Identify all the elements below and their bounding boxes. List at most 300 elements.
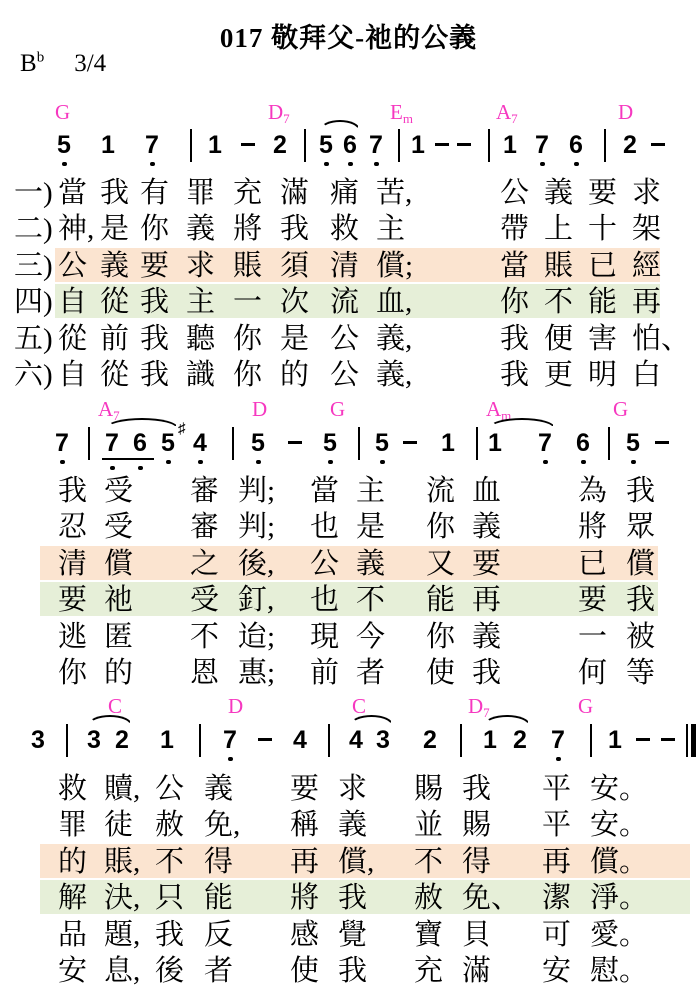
lyric-cell: 慰。 bbox=[590, 955, 649, 987]
note-number: 5 bbox=[57, 131, 71, 159]
lyric-cell: 安 bbox=[58, 955, 88, 987]
lyric-cell: 不 bbox=[190, 621, 220, 653]
lyric-cell: 被 bbox=[626, 621, 656, 653]
lyric-cell: 現 bbox=[310, 621, 340, 653]
lyric-cell: 更 bbox=[544, 359, 574, 391]
verse-number: 六) bbox=[14, 359, 53, 391]
lyric-cell: 血 bbox=[472, 475, 502, 507]
lyric-cell: 流 bbox=[426, 475, 456, 507]
lyric-cell: 求 bbox=[186, 250, 216, 282]
lyric-cell: 你 bbox=[426, 511, 456, 543]
note-number: 5 bbox=[319, 131, 333, 159]
lyric-cell: 義, bbox=[376, 323, 413, 355]
chord-root: D bbox=[228, 694, 244, 718]
chord-label bbox=[613, 398, 628, 420]
lyric-cell: 平 bbox=[542, 809, 572, 841]
chord-label bbox=[268, 100, 290, 126]
note-number: 7 bbox=[55, 429, 69, 457]
lyric-cell: 再 bbox=[472, 584, 502, 616]
note-number: 7 bbox=[369, 131, 383, 159]
lyric-cell: 受 bbox=[190, 584, 220, 616]
lyric-cell: 免、 bbox=[462, 882, 521, 914]
lyric-cell: 我 bbox=[58, 475, 88, 507]
lyric-cell: 次 bbox=[280, 286, 310, 318]
lyric-cell: 有 bbox=[140, 177, 170, 209]
note-number: 1 bbox=[503, 131, 517, 159]
note-number: 1 bbox=[488, 429, 502, 457]
lyric-cell: 審 bbox=[190, 475, 220, 507]
lyric-cell: 你 bbox=[500, 286, 530, 318]
note-token bbox=[81, 725, 107, 755]
lyric-cell: 主 bbox=[186, 286, 216, 318]
lyric-cell: 能 bbox=[204, 882, 234, 914]
lyric-cell: 前 bbox=[100, 323, 130, 355]
lyric-cell: 要 bbox=[578, 584, 608, 616]
note-number: 5 bbox=[161, 429, 175, 457]
lyric-cell: 息, bbox=[104, 955, 141, 987]
note-dash bbox=[661, 738, 675, 741]
lyric-cell: 已 bbox=[588, 250, 618, 282]
lyric-cell: 再 bbox=[290, 846, 320, 878]
lyric-cell: 識 bbox=[186, 359, 216, 391]
lyric-cell: 前 bbox=[310, 657, 340, 689]
note-token bbox=[245, 428, 271, 458]
note-number: 7 bbox=[223, 726, 237, 754]
note-token bbox=[617, 130, 643, 160]
note-token bbox=[178, 420, 213, 458]
lyric-cell: 忍 bbox=[58, 511, 88, 543]
note-token bbox=[154, 725, 180, 755]
lyric-cell: 我 bbox=[140, 286, 170, 318]
lyric-cell: 我 bbox=[500, 323, 530, 355]
lyric-cell: 安 bbox=[542, 955, 572, 987]
chord-root: G bbox=[330, 397, 346, 421]
chord-label bbox=[108, 695, 122, 717]
lyric-cell: 受 bbox=[104, 475, 134, 507]
lyric-cell: 義 bbox=[186, 213, 216, 245]
chord-label bbox=[496, 100, 518, 126]
note-number: 3 bbox=[376, 726, 390, 754]
lyric-cell: 逃 bbox=[58, 621, 88, 653]
note-token bbox=[370, 725, 396, 755]
lyric-cell: 便 bbox=[544, 323, 574, 355]
lyric-cell: 我 bbox=[140, 359, 170, 391]
lyric-cell: 義 bbox=[472, 511, 502, 543]
lyric-cell: 是 bbox=[356, 511, 386, 543]
lyric-cell: 你 bbox=[58, 657, 88, 689]
lyric-cell: 公 bbox=[330, 323, 360, 355]
note-token bbox=[202, 130, 228, 160]
verse-number: 一) bbox=[14, 177, 53, 209]
lyric-cell: 你 bbox=[426, 621, 456, 653]
lyric-cell: 十 bbox=[588, 213, 618, 245]
note-number: 2 bbox=[423, 726, 437, 754]
chord-suffix: 7 bbox=[483, 705, 490, 720]
lyric-cell: 徒 bbox=[104, 809, 134, 841]
chord-root: C bbox=[108, 694, 123, 718]
note-dash bbox=[288, 441, 302, 444]
lyric-cell: 安。 bbox=[590, 773, 649, 805]
note-number: 6 bbox=[133, 429, 147, 457]
note-number: 1 bbox=[441, 429, 455, 457]
lyric-cell: 判; bbox=[238, 511, 276, 543]
slur-arc bbox=[484, 715, 530, 725]
note-dash bbox=[655, 441, 669, 444]
chord-root: G bbox=[613, 397, 629, 421]
note-token bbox=[127, 428, 153, 458]
note-token bbox=[563, 130, 589, 160]
lyric-cell: 聽 bbox=[186, 323, 216, 355]
lyric-cell: 償 bbox=[104, 548, 134, 580]
barline bbox=[88, 427, 90, 460]
lyric-cell: 你 bbox=[233, 359, 263, 391]
barline bbox=[488, 129, 490, 162]
note-number: 7 bbox=[535, 131, 549, 159]
note-number: 4 bbox=[193, 429, 207, 457]
note-token bbox=[529, 130, 555, 160]
lyric-cell: 能 bbox=[426, 584, 456, 616]
lyric-cell: 不 bbox=[155, 846, 185, 878]
chord-label bbox=[330, 398, 345, 420]
note-dash bbox=[651, 143, 665, 146]
note-token bbox=[51, 130, 77, 160]
barline bbox=[304, 129, 306, 162]
lyric-cell: 品 bbox=[58, 919, 88, 951]
lyric-cell: 安。 bbox=[590, 809, 649, 841]
lyric-cell: 白 bbox=[632, 359, 662, 391]
note-token bbox=[109, 725, 135, 755]
lyric-cell: 得 bbox=[204, 846, 234, 878]
lyric-cell: 滿 bbox=[462, 955, 492, 987]
lyric-cell: 題, bbox=[104, 919, 141, 951]
note-token bbox=[417, 725, 443, 755]
lyric-cell: 並 bbox=[414, 809, 444, 841]
lyric-cell: 平 bbox=[542, 773, 572, 805]
lyric-cell: 今 bbox=[356, 621, 386, 653]
lyric-cell: 可 bbox=[542, 919, 572, 951]
lyric-cell: 不 bbox=[356, 584, 386, 616]
note-token bbox=[570, 428, 596, 458]
note-token bbox=[25, 725, 51, 755]
page-title: 017 敬拜父-祂的公義 bbox=[219, 23, 478, 53]
key-flat-accidental: b bbox=[36, 49, 45, 66]
note-token bbox=[337, 130, 363, 160]
note-dash bbox=[457, 143, 471, 146]
lyric-cell: 將 bbox=[578, 511, 608, 543]
verse-number: 四) bbox=[14, 286, 53, 318]
note-number: 2 bbox=[273, 131, 287, 159]
lyric-cell: 已 bbox=[578, 548, 608, 580]
lyric-cell: 後 bbox=[155, 955, 185, 987]
chord-root: E bbox=[390, 100, 403, 124]
note-token bbox=[477, 725, 503, 755]
lyric-cell: 恩 bbox=[190, 657, 220, 689]
lyric-cell: 償 bbox=[626, 548, 656, 580]
lyric-cell: 我 bbox=[472, 657, 502, 689]
lyric-cell: 使 bbox=[290, 955, 320, 987]
chord-label bbox=[618, 101, 633, 123]
lyric-cell: 償; bbox=[376, 250, 414, 282]
barline bbox=[476, 427, 478, 460]
lyric-cell: 痛 bbox=[330, 177, 360, 209]
note-dash bbox=[403, 441, 417, 444]
lyric-cell: 惠; bbox=[238, 657, 276, 689]
lyric-cell: 義 bbox=[204, 773, 234, 805]
chord-label bbox=[578, 695, 593, 717]
lyric-cell: 我 bbox=[500, 359, 530, 391]
lyric-cell: 只 bbox=[155, 882, 185, 914]
note-number: 2 bbox=[623, 131, 637, 159]
lyric-cell: 主 bbox=[376, 213, 406, 245]
lyric-cell: 我 bbox=[626, 475, 656, 507]
note-number: 5 bbox=[251, 429, 265, 457]
chord-label bbox=[486, 397, 512, 423]
note-token bbox=[507, 725, 533, 755]
lyric-cell: 稱 bbox=[290, 809, 320, 841]
lyric-cell: 赦 bbox=[155, 809, 185, 841]
lyric-cell: 眾 bbox=[626, 511, 656, 543]
note-dash bbox=[435, 143, 449, 146]
chord-root: A bbox=[486, 397, 502, 421]
lyric-cell: 公 bbox=[500, 177, 530, 209]
lyric-cell: 何 bbox=[578, 657, 608, 689]
lyric-cell: 苦, bbox=[376, 177, 413, 209]
lyric-cell: 寶 bbox=[414, 919, 444, 951]
lyric-cell: 充 bbox=[414, 955, 444, 987]
chord-root: D bbox=[252, 397, 268, 421]
lyric-cell: 為 bbox=[578, 475, 608, 507]
note-token bbox=[287, 725, 313, 755]
final-barline bbox=[686, 724, 696, 757]
lyric-cell: 賬, bbox=[104, 846, 141, 878]
lyric-cell: 我 bbox=[140, 323, 170, 355]
barline bbox=[398, 129, 400, 162]
lyric-cell: 我 bbox=[462, 773, 492, 805]
lyric-cell: 我 bbox=[338, 882, 368, 914]
lyric-cell: 潔 bbox=[542, 882, 572, 914]
lyric-cell: 是 bbox=[100, 213, 130, 245]
lyric-cell: 得 bbox=[462, 846, 492, 878]
lyric-cell: 公 bbox=[155, 773, 185, 805]
note-number: 7 bbox=[145, 131, 159, 159]
note-token bbox=[139, 130, 165, 160]
lyric-cell: 能 bbox=[588, 286, 618, 318]
barline bbox=[358, 427, 360, 460]
chord-suffix: m bbox=[501, 408, 512, 423]
lyric-cell: 充 bbox=[233, 177, 263, 209]
lyric-cell: 清 bbox=[58, 548, 88, 580]
note-token bbox=[482, 428, 508, 458]
barline bbox=[604, 129, 606, 162]
note-number: 6 bbox=[576, 429, 590, 457]
lyric-cell: 判; bbox=[238, 475, 276, 507]
barline bbox=[460, 724, 462, 757]
note-token bbox=[405, 130, 431, 160]
chord-label bbox=[55, 101, 70, 123]
chord-root: G bbox=[55, 100, 71, 124]
lyric-cell: 我 bbox=[338, 955, 368, 987]
lyric-cell: 再 bbox=[632, 286, 662, 318]
lyric-cell: 我 bbox=[155, 919, 185, 951]
lyric-cell: 從 bbox=[100, 359, 130, 391]
lyric-cell: 滿 bbox=[280, 177, 310, 209]
lyric-cell: 義 bbox=[100, 250, 130, 282]
verse-number: 五) bbox=[14, 323, 53, 355]
note-number: 3 bbox=[31, 726, 45, 754]
note-number: 5 bbox=[626, 429, 640, 457]
note-token bbox=[620, 428, 646, 458]
slur-arc bbox=[350, 715, 393, 725]
note-number: 5 bbox=[323, 429, 337, 457]
lyric-cell: 不 bbox=[544, 286, 574, 318]
chord-root: A bbox=[98, 397, 114, 421]
lyric-cell: 後, bbox=[238, 548, 275, 580]
barline bbox=[190, 129, 192, 162]
note-number: 6 bbox=[343, 131, 357, 159]
beam-line bbox=[102, 458, 154, 460]
note-token bbox=[317, 428, 343, 458]
lyric-cell: 上 bbox=[544, 213, 574, 245]
barline bbox=[199, 724, 201, 757]
note-token bbox=[343, 725, 369, 755]
lyric-cell: 怕、 bbox=[632, 323, 691, 355]
final-barline-thick bbox=[691, 724, 696, 757]
lyric-cell: 求 bbox=[632, 177, 662, 209]
lyric-cell: 要 bbox=[472, 548, 502, 580]
chord-suffix: m bbox=[402, 111, 413, 126]
key-signature bbox=[20, 50, 106, 78]
note-number: 2 bbox=[513, 726, 527, 754]
chord-label bbox=[390, 100, 413, 126]
lyric-cell: 償。 bbox=[590, 846, 649, 878]
lyric-cell: 義 bbox=[472, 621, 502, 653]
lyric-cell: 者 bbox=[356, 657, 386, 689]
lyric-cell: 害 bbox=[588, 323, 618, 355]
note-token bbox=[545, 725, 571, 755]
lyric-cell: 一 bbox=[578, 621, 608, 653]
lyric-cell: 決, bbox=[104, 882, 141, 914]
lyric-cell: 再 bbox=[542, 846, 572, 878]
lyric-cell: 覺 bbox=[338, 919, 368, 951]
lyric-cell: 要 bbox=[58, 584, 88, 616]
lyric-cell: 我 bbox=[626, 584, 656, 616]
note-number: 2 bbox=[115, 726, 129, 754]
lyric-cell: 的 bbox=[58, 846, 88, 878]
barline bbox=[328, 724, 330, 757]
lyric-cell: 將 bbox=[233, 213, 263, 245]
lyric-cell: 又 bbox=[426, 548, 456, 580]
lyric-cell: 的 bbox=[280, 359, 310, 391]
note-number: 1 bbox=[411, 131, 425, 159]
lyric-cell: 主 bbox=[356, 475, 386, 507]
lyric-cell: 救 bbox=[330, 213, 360, 245]
lyric-cell: 賬 bbox=[544, 250, 574, 282]
note-number: 1 bbox=[160, 726, 174, 754]
lyric-cell: 不 bbox=[414, 846, 444, 878]
lyric-cell: 清 bbox=[330, 250, 360, 282]
lyric-cell: 審 bbox=[190, 511, 220, 543]
note-dash bbox=[258, 738, 272, 741]
note-token bbox=[435, 428, 461, 458]
lyric-cell: 公 bbox=[310, 548, 340, 580]
lyric-cell: 罪 bbox=[58, 809, 88, 841]
note-token bbox=[49, 428, 75, 458]
note-token bbox=[95, 130, 121, 160]
chord-label bbox=[352, 695, 366, 717]
note-number: 3 bbox=[87, 726, 101, 754]
note-number: 4 bbox=[293, 726, 307, 754]
barline bbox=[66, 724, 68, 757]
note-token bbox=[313, 130, 339, 160]
lyric-cell: 流 bbox=[330, 286, 360, 318]
note-number: 7 bbox=[551, 726, 565, 754]
lyric-cell: 義 bbox=[544, 177, 574, 209]
sharp-accidental-icon: ♯ bbox=[178, 420, 186, 437]
note-number: 6 bbox=[569, 131, 583, 159]
lyric-cell: 你 bbox=[140, 213, 170, 245]
lyric-cell: 要 bbox=[290, 773, 320, 805]
lyric-cell: 一 bbox=[233, 286, 263, 318]
note-number: 1 bbox=[483, 726, 497, 754]
lyric-cell: 使 bbox=[426, 657, 456, 689]
slur-arc bbox=[320, 120, 360, 130]
lyric-cell: 架 bbox=[632, 213, 662, 245]
lyric-cell: 義 bbox=[338, 809, 368, 841]
lyric-cell: 我 bbox=[100, 177, 130, 209]
lyric-cell: 義 bbox=[356, 548, 386, 580]
chord-suffix: 7 bbox=[113, 408, 120, 423]
chord-label bbox=[228, 695, 243, 717]
lyric-cell: 自 bbox=[58, 359, 88, 391]
note-dash bbox=[636, 738, 650, 741]
lyric-cell: 淨。 bbox=[590, 882, 649, 914]
chord-suffix: 7 bbox=[511, 111, 518, 126]
lyric-cell: 賬 bbox=[233, 250, 263, 282]
lyric-cell: 從 bbox=[58, 323, 88, 355]
note-number: 5 bbox=[375, 429, 389, 457]
verse-number: 二) bbox=[14, 213, 53, 245]
chord-root: D bbox=[268, 100, 284, 124]
lyric-cell: 要 bbox=[588, 177, 618, 209]
note-token bbox=[267, 130, 293, 160]
note-number: 1 bbox=[208, 131, 222, 159]
barline bbox=[232, 427, 234, 460]
note-token bbox=[99, 428, 125, 458]
lyric-cell: 神, bbox=[58, 213, 95, 245]
note-token bbox=[497, 130, 523, 160]
lyric-cell: 從 bbox=[100, 286, 130, 318]
lyric-cell: 當 bbox=[58, 177, 88, 209]
lyric-cell: 愛。 bbox=[590, 919, 649, 951]
note-number: 1 bbox=[608, 726, 622, 754]
chord-root: D bbox=[618, 100, 634, 124]
lyric-cell: 貝 bbox=[462, 919, 492, 951]
note-number: 4 bbox=[349, 726, 363, 754]
lyric-cell: 我 bbox=[280, 213, 310, 245]
chord-label bbox=[252, 398, 267, 420]
chord-root: D bbox=[468, 694, 484, 718]
note-token bbox=[369, 428, 395, 458]
key-note: B bbox=[20, 50, 37, 77]
lyric-cell: 自 bbox=[58, 286, 88, 318]
lyric-cell: 者 bbox=[204, 955, 234, 987]
note-token bbox=[217, 725, 243, 755]
lyric-cell: 要 bbox=[140, 250, 170, 282]
lyric-cell: 免, bbox=[204, 809, 241, 841]
lyric-cell: 匿 bbox=[104, 621, 134, 653]
verse-number: 三) bbox=[14, 250, 53, 282]
lyric-cell: 賜 bbox=[462, 809, 492, 841]
